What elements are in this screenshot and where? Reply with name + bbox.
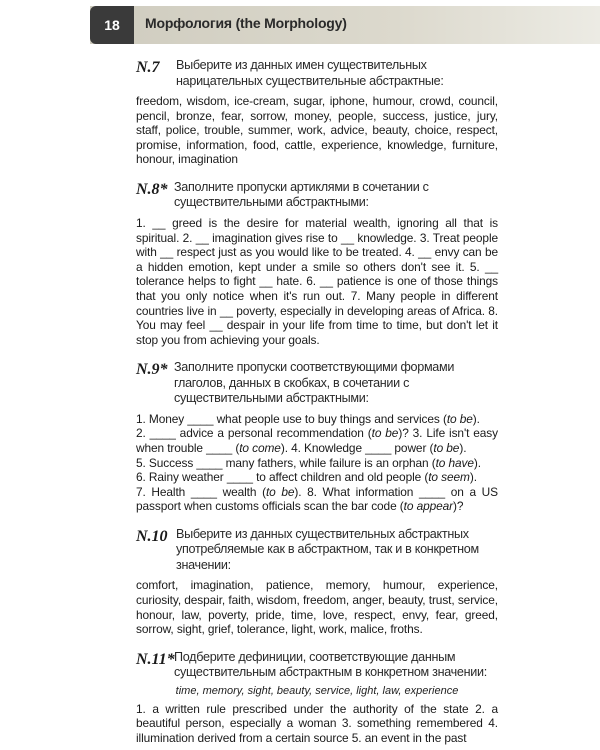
exercise-instruction: Заполните пропуски артиклями в сочетании с существительными абстрактными: (174, 179, 429, 210)
exercise-11-header (136, 650, 498, 681)
exercise-number: N.8* (136, 180, 168, 198)
page-content (136, 52, 498, 746)
page-number: 18 (90, 6, 134, 44)
exercise-instruction: Заполните пропуски соответствующими формами глаголов, данных в скобках, в сочетании с существительными абстрактными: (174, 360, 455, 406)
exercise-8-sentences: 1. __ greed is the desire for material wealth, ignoring all that is spiritual. 2. __ imagination gives rise to __ knowledge. 3. Treat people with __ respect just as you would like to be treated. 4. __ envy can be a hidden emotion, kept under a smile so others don't see it. 5. __ tolerance helps to fight __ hate. 6. __ patience is one of those things that you only notice when it's run out. 7. Many people in different countries live in __ poverty, especially in developing areas of Africa. 8. You may feel __ despair in your life from time to time, but don't let it stop you from achieving your goals. (136, 215, 498, 347)
word-hints: time, memory, sight, beauty, service, light, law, experience (175, 684, 459, 697)
sentence-line: 2. ____ advice a personal recommendation (to be)? 3. Life isn't easy when trouble ____ (to come). 4. Knowledge ____ power (to be). (136, 426, 498, 455)
exercise-8-header (136, 180, 498, 211)
exercise-7-header (136, 58, 498, 89)
exercise-instruction: Подберите дефиниции, соответствующие данным существительным абстрактным в конкретном значении: (174, 649, 487, 680)
sentence-line: 6. Rainy weather ____ to affect children and old people (to seem). (136, 470, 477, 485)
running-title: Морфология (the Morphology) (145, 15, 347, 31)
exercise-7-words: freedom, wisdom, ice-cream, sugar, iphone, humour, crowd, council, pencil, bronze, fear, sorrow, money, people, success, justice, jury, staff, police, trouble, summer, work, advice, beauty, choice, respect, promise, information, food, cattle, experience, knowledge, furniture, honour, imagination (136, 94, 498, 167)
sentence-line: 7. Health ____ wealth (to be). 8. What information ____ on a US passport when customs officials scan the bar code (to appear)? (136, 484, 498, 514)
exercise-11-definitions: 1. a written rule prescribed under the authority of the state 2. a beautiful person, especially a woman 3. something remembered 4. illumination derived from a certain source 5. an event in the past (136, 701, 498, 746)
exercise-10-words: comfort, imagination, patience, memory, humour, experience, curiosity, despair, faith, wisdom, freedom, anger, beauty, trust, service, honour, law, poverty, pride, time, love, respect, envy, fear, greed, sorrow, sight, grief, tolerance, light, work, malice, froths. (136, 578, 498, 637)
exercise-9-header (136, 360, 498, 407)
sentence-line: 5. Success ____ many fathers, while failure is an orphan (to have). (136, 455, 481, 470)
exercise-number: N.10 (136, 527, 168, 545)
exercise-9-sentences (136, 412, 498, 514)
exercise-number: N.7 (136, 59, 160, 76)
exercise-instruction: Выберите из данных существительных абстрактных употребляемые как в абстрактном, так и в конкретном значении: (176, 526, 479, 572)
exercise-instruction: Выберите из данных имен существительных нарицательных существительные абстрактные: (176, 58, 444, 88)
sentence-line: 1. Money ____ what people use to buy things and services (to be). (136, 411, 480, 426)
exercise-number: N.11* (136, 650, 175, 668)
exercise-number: N.9* (136, 361, 168, 379)
exercise-10-header (136, 527, 498, 574)
